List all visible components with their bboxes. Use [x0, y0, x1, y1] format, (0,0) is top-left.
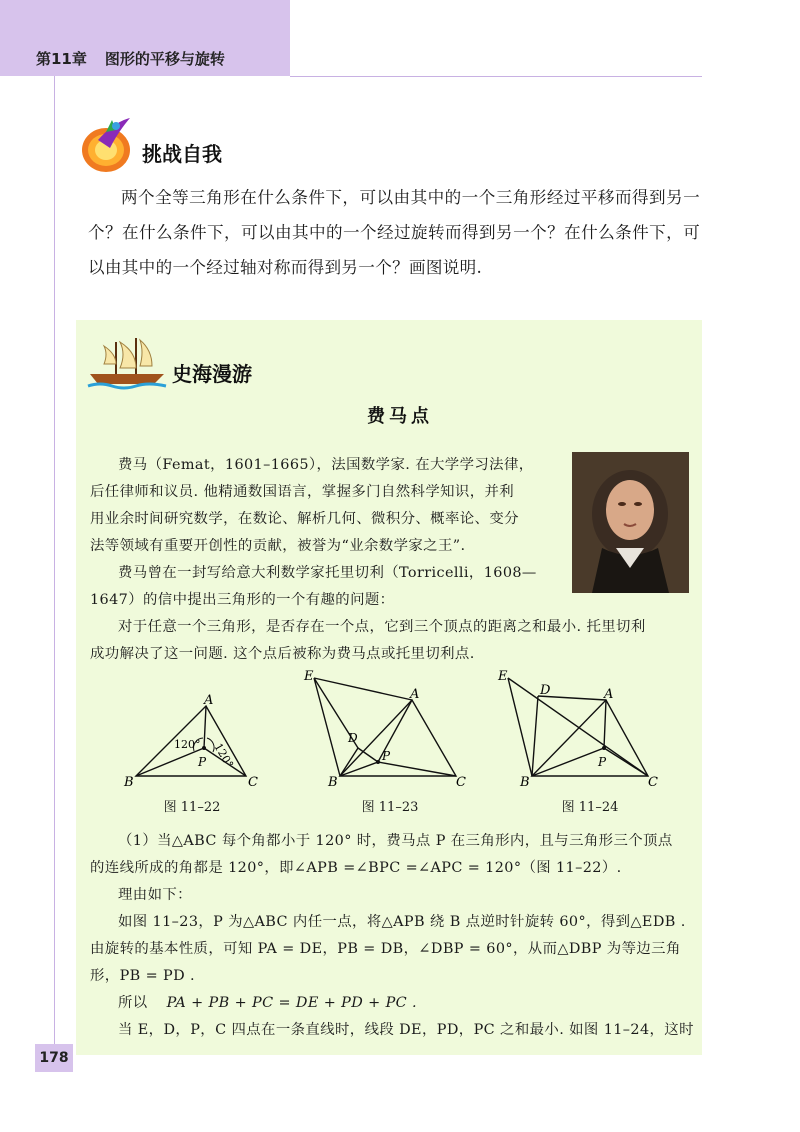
- paragraph-line: 理由如下：: [118, 887, 192, 903]
- header-divider: [290, 76, 702, 77]
- label-C: C: [456, 775, 466, 790]
- challenge-text: 两个全等三角形在什么条件下，可以由其中的一个三角形经过平移而得到另一个？在什么条件下，可以由其中的一个经过旋转而得到另一个？在什么条件下，可以由其中的一个经过轴对称而得到另一个？画图说明.: [88, 188, 700, 277]
- label-B: B: [328, 775, 338, 790]
- label-P: P: [382, 749, 391, 763]
- label-A: A: [604, 687, 614, 702]
- label-A: A: [410, 687, 420, 702]
- history-title: 史海漫游: [172, 362, 252, 386]
- challenge-title: 挑战自我: [142, 142, 222, 166]
- paragraph-line: 用业余时间研究数学，在数论、解析几何、微积分、概率论、变分: [90, 511, 519, 527]
- paragraph-line: 当 E，D，P，C 四点在一条直线时，线段 DE，PD，PC 之和最小. 如图 11–24，这时: [118, 1022, 694, 1038]
- label-P: P: [598, 755, 607, 769]
- challenge-badge-icon: [76, 114, 136, 176]
- page-number: 178: [35, 1044, 73, 1072]
- paragraph-line: 成功解决了这一问题. 这个点后被称为费马点或托里切利点.: [90, 646, 475, 662]
- paragraph-line: 费马（Femat，1601–1665），法国数学家. 在大学学习法律，: [118, 457, 534, 473]
- chapter-title: 图形的平移与旋转: [104, 50, 225, 68]
- paragraph-line: 后任律师和议员. 他精通数国语言，掌握多门自然科学知识，并利: [90, 484, 515, 500]
- label-B: B: [520, 775, 530, 790]
- paragraph-line: 由旋转的基本性质，可知 PA = DE，PB = DB，∠DBP = 60°，从而△DBP 为等边三角: [90, 941, 681, 957]
- figure-caption: 图 11–24: [561, 800, 619, 815]
- label-D: D: [540, 683, 551, 698]
- label-E: E: [304, 669, 314, 684]
- article-title: 费马点: [367, 406, 433, 427]
- paragraph-line: [118, 990, 417, 1017]
- conclusion-formula: PA + PB + PC = DE + PD + PC .: [166, 995, 418, 1011]
- paragraph-line: 如图 11–23，P 为△ABC 内任一点，将△APB 绕 B 点逆时针旋转 60°，得到△EDB .: [118, 914, 686, 930]
- label-B: B: [124, 775, 134, 790]
- sailing-ship-icon: [86, 334, 168, 392]
- paragraph-line: 费马曾在一封写给意大利数学家托里切利（Torricelli，1608—: [118, 565, 537, 581]
- label-angle: 120°: [174, 738, 201, 751]
- label-P: P: [198, 755, 207, 769]
- figure-caption: 图 11–23: [361, 800, 419, 815]
- label-A: A: [204, 693, 214, 708]
- figure-11-22: [118, 688, 268, 792]
- label-C: C: [648, 775, 658, 790]
- fermat-portrait: [572, 452, 689, 593]
- paragraph-line: 1647）的信中提出三角形的一个有趣的问题：: [90, 592, 395, 608]
- label-C: C: [248, 775, 258, 790]
- figure-caption: 图 11–22: [163, 800, 221, 815]
- conclusion-prefix: 所以: [118, 995, 148, 1011]
- chapter-number: 第11章: [36, 50, 87, 68]
- label-E: E: [498, 669, 508, 684]
- chapter-header: [36, 48, 225, 69]
- figure-11-24: [508, 678, 648, 776]
- paragraph-line: 形，PB = PD .: [90, 968, 196, 984]
- paragraph-line: （1）当△ABC 每个角都小于 120° 时，费马点 P 在三角形内，且与三角形三个顶点: [118, 833, 673, 849]
- paragraph-line: 对于任意一个三角形，是否存在一个点，它到三个顶点的距离之和最小. 托里切利: [118, 619, 646, 635]
- margin-line: [54, 76, 55, 1044]
- paragraph-line: 法等领域有重要开创性的贡献，被誉为“业余数学家之王”.: [90, 538, 466, 554]
- label-D: D: [348, 731, 358, 745]
- paragraph-line: 的连线所成的角都是 120°，即∠APB =∠BPC =∠APC = 120°（图 11–22）.: [90, 860, 622, 876]
- label-angle: 120°: [211, 741, 236, 771]
